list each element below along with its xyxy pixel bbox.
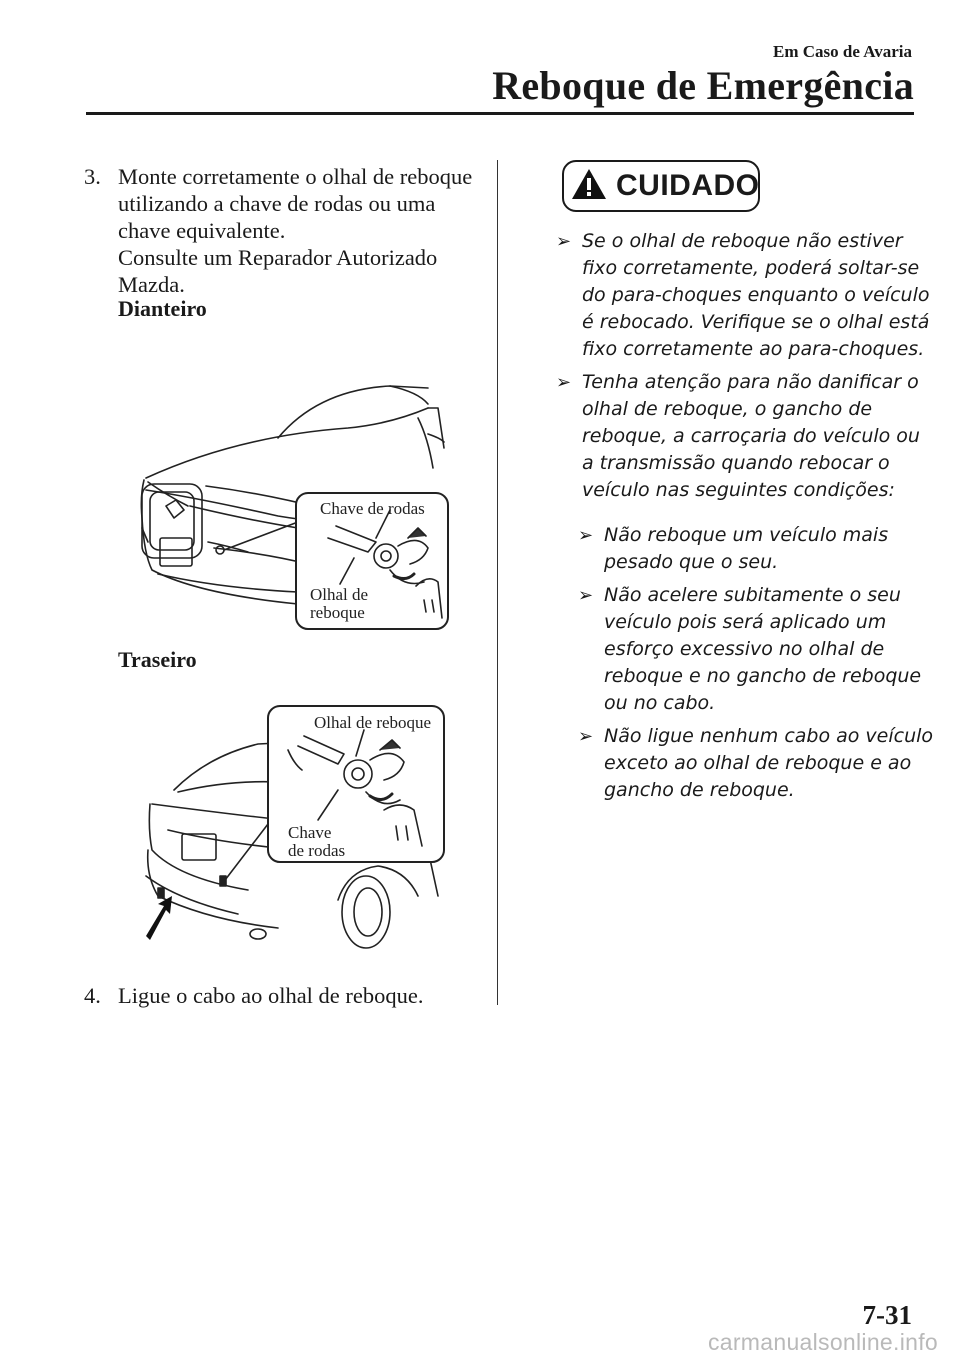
warning-icon [570, 167, 608, 206]
arrow-icon: ➢ [556, 372, 572, 393]
caution-sub-bullet [578, 582, 936, 717]
page-title: Reboque de Emergência [492, 63, 914, 108]
front-callout-eye-1: Olhal de [310, 585, 369, 604]
caution-sub-bullet [578, 723, 936, 804]
step-4-number: 4. [84, 983, 101, 1008]
section-title: Em Caso de Avaria [773, 42, 912, 61]
caution-sub-bullet-text: Não reboque um veículo mais pesado que o seu. [604, 524, 889, 573]
header-rule [86, 112, 914, 115]
caution-bullet-text: Tenha atenção para não danificar o olhal de reboque, o gancho de reboque, a carroçaria do veículo ou a transmissão quando rebocar o veículo nas seguintes condições: [582, 371, 920, 501]
column-divider [497, 160, 498, 1005]
front-callout-wrench: Chave de rodas [320, 499, 425, 518]
caution-sub-bullet-text: Não ligue nenhum cabo ao veículo exceto ao olhal de reboque e ao gancho de reboque. [604, 725, 934, 801]
arrow-icon: ➢ [578, 585, 594, 606]
rear-callout-eye: Olhal de reboque [314, 713, 432, 732]
step-3-consult: Consulte um Reparador Autorizado Mazda. [118, 245, 438, 297]
caution-list [556, 228, 936, 810]
arrow-icon: ➢ [578, 726, 594, 747]
front-label: Dianteiro [118, 296, 207, 321]
front-illustration [128, 378, 458, 640]
page-number: 7-31 [862, 1300, 912, 1330]
arrow-icon: ➢ [556, 231, 572, 252]
caution-bullet [556, 228, 936, 363]
caution-bullet-text: Se o olhal de reboque não estiver fixo corretamente, poderá soltar-se do para-choques enquanto o veículo é rebocado. Verifique se o olhal está fixo corretamente ao para-choques. [582, 230, 930, 360]
step-4-text: Ligue o cabo ao olhal de reboque. [118, 983, 424, 1008]
rear-callout-wrench-2: de rodas [288, 841, 346, 860]
caution-sub-bullet-text: Não acelere subitamente o seu veículo pois será aplicado um esforço excessivo no olhal de reboque e no gancho de reboque ou no cabo. [604, 584, 922, 714]
step-3-number: 3. [84, 164, 101, 189]
caution-title: CUIDADO [616, 169, 760, 202]
caution-banner [562, 160, 760, 212]
caution-bullet [556, 369, 936, 504]
step-3 [84, 163, 484, 298]
step-4 [84, 982, 484, 1009]
rear-label: Traseiro [118, 647, 197, 672]
front-callout-eye-2: reboque [310, 603, 365, 622]
arrow-icon: ➢ [578, 525, 594, 546]
watermark: carmanualsonline.info [707, 1329, 938, 1355]
step-3-text: Monte corretamente o olhal de reboque utilizando a chave de rodas ou uma chave equivalente. [118, 164, 473, 243]
rear-callout-wrench-1: Chave [288, 823, 332, 842]
caution-sub-bullet [578, 522, 936, 576]
rear-illustration [138, 700, 450, 962]
